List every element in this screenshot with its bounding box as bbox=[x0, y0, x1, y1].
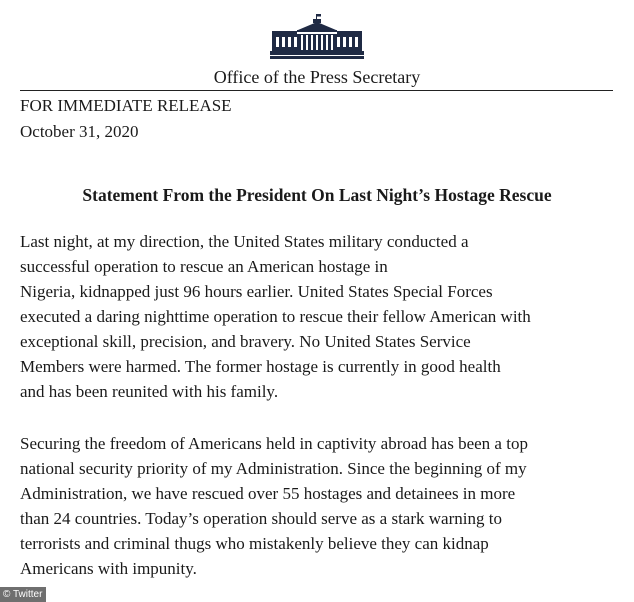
release-date: October 31, 2020 bbox=[20, 122, 139, 141]
paragraph-line: Americans with impunity. bbox=[20, 559, 197, 578]
credit-text: © Twitter bbox=[3, 589, 43, 600]
white-house-icon bbox=[270, 13, 364, 60]
paragraph-line: successful operation to rescue an American hostage in bbox=[20, 257, 388, 276]
office-title: Office of the Press Secretary bbox=[213, 67, 421, 87]
paragraph-line: terrorists and criminal thugs who mistakenly believe they can kidnap bbox=[20, 534, 489, 553]
paragraph-line: executed a daring nighttime operation to rescue their fellow American with bbox=[20, 307, 531, 326]
paragraph-1 bbox=[20, 229, 620, 404]
image-credit bbox=[0, 587, 46, 602]
paragraph-line: than 24 countries. Today’s operation should serve as a stark warning to bbox=[20, 509, 502, 528]
paragraph-line: Nigeria, kidnapped just 96 hours earlier. United States Special Forces bbox=[20, 282, 493, 301]
header-divider bbox=[20, 90, 613, 91]
release-label: FOR IMMEDIATE RELEASE bbox=[20, 96, 232, 115]
paragraph-line: exceptional skill, precision, and bravery. No United States Service bbox=[20, 332, 471, 351]
paragraph-line: Securing the freedom of Americans held in captivity abroad has been a top bbox=[20, 434, 528, 453]
paragraph-line: Members were harmed. The former hostage is currently in good health bbox=[20, 357, 501, 376]
paragraph-2 bbox=[20, 431, 620, 581]
paragraph-line: national security priority of my Administration. Since the beginning of my bbox=[20, 459, 527, 478]
paragraph-line: and has been reunited with his family. bbox=[20, 382, 279, 401]
paragraph-line: Administration, we have rescued over 55 hostages and detainees in more bbox=[20, 484, 516, 503]
statement-title: Statement From the President On Last Night’s Hostage Rescue bbox=[82, 185, 552, 205]
paragraph-line: Last night, at my direction, the United States military conducted a bbox=[20, 232, 469, 251]
